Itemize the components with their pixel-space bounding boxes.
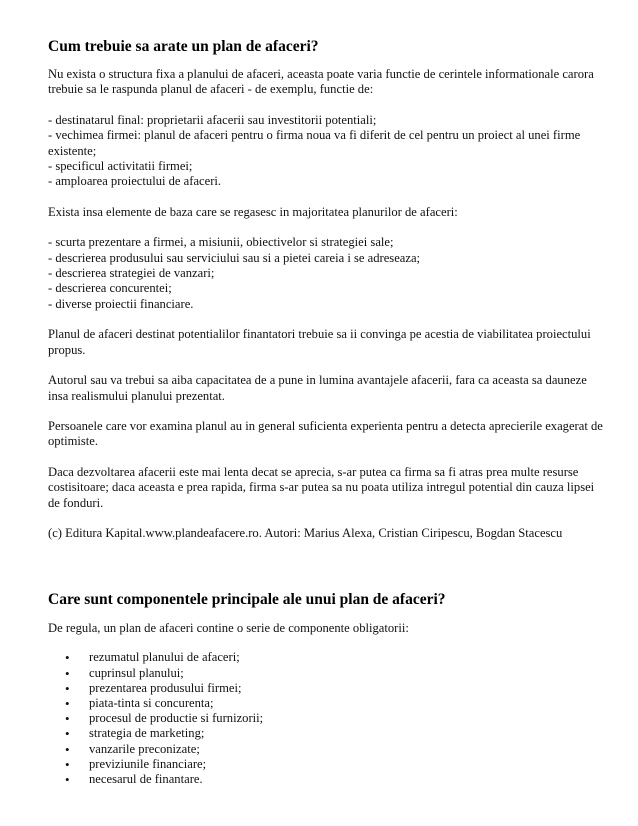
list-item bbox=[65, 772, 604, 788]
list-item bbox=[65, 711, 604, 727]
criteria-item: - specificul activitatii firmei; bbox=[48, 159, 193, 174]
bullet-icon: • bbox=[65, 741, 70, 757]
component-label: strategia de marketing; bbox=[89, 726, 205, 741]
paragraph-line: Daca dezvoltarea afacerii este mai lenta decat se aprecia, s-ar putea ca firma sa fi atras prea multe resurse bbox=[48, 464, 579, 479]
base-element-item: - descrierea concurentei; bbox=[48, 281, 172, 296]
base-elements-list bbox=[48, 235, 604, 312]
paragraph-line: optimiste. bbox=[48, 434, 99, 449]
reviewers-paragraph bbox=[48, 419, 604, 450]
list-item bbox=[65, 650, 604, 666]
copyright-line: (c) Editura Kapital.www.plandeafacere.ro. Autori: Marius Alexa, Cristian Ciripescu, Bogdan Stacescu bbox=[48, 525, 563, 540]
bullet-icon: • bbox=[65, 756, 70, 772]
list-item bbox=[65, 756, 604, 772]
base-element-item: - scurta prezentare a firmei, a misiunii, obiectivelor si strategiei sale; bbox=[48, 235, 394, 250]
paragraph-line: Persoanele care vor examina planul au in general suficienta experienta pentru a detecta aprecierile exagerat de bbox=[48, 418, 603, 433]
list-item bbox=[65, 726, 604, 742]
criteria-item: existente; bbox=[48, 143, 97, 158]
list-item bbox=[65, 665, 604, 681]
component-label: necesarul de finantare. bbox=[89, 772, 203, 787]
component-label: prezentarea produsului firmei; bbox=[89, 680, 242, 695]
intro-line: trebuie sa le raspunda planul de afaceri - de exemplu, functie de: bbox=[48, 82, 374, 97]
intro-line: Nu exista o structura fixa a planului de afaceri, aceasta poate varia functie de cerintele informationale carora bbox=[48, 67, 594, 81]
bullet-icon: • bbox=[65, 696, 70, 712]
document-page bbox=[48, 37, 604, 541]
bullet-icon: • bbox=[65, 726, 70, 742]
base-element-item: - descrierea produsului sau serviciului sau si a pietei careia i se adreseaza; bbox=[48, 250, 421, 265]
criteria-item: - amploarea proiectului de afaceri. bbox=[48, 174, 222, 189]
list-item bbox=[65, 696, 604, 712]
criteria-item: - destinatarul final: proprietarii afacerii sau investitorii potentiali; bbox=[48, 112, 377, 127]
paragraph-line: propus. bbox=[48, 342, 86, 357]
list-item bbox=[65, 741, 604, 757]
criteria-list bbox=[48, 113, 604, 190]
component-label: vanzarile preconizate; bbox=[89, 741, 200, 756]
author-paragraph bbox=[48, 373, 604, 404]
component-label: rezumatul planului de afaceri; bbox=[89, 650, 240, 665]
components-section bbox=[48, 590, 604, 787]
paragraph-line: Planul de afaceri destinat potentialilor finantatori trebuie sa ii convinga pe acestia de viabilitatea proiectului bbox=[48, 327, 591, 342]
components-list bbox=[48, 650, 604, 787]
elements-intro-paragraph: Exista insa elemente de baza care se regasesc in majoritatea planurilor de afaceri: bbox=[48, 204, 458, 219]
components-intro-paragraph: De regula, un plan de afaceri contine o serie de componente obligatorii: bbox=[48, 621, 409, 635]
paragraph-line: de fonduri. bbox=[48, 495, 104, 510]
section-title-plan-structure: Cum trebuie sa arate un plan de afaceri? bbox=[48, 38, 319, 55]
bullet-icon: • bbox=[65, 772, 70, 788]
paragraph-line: insa realismului planului prezentat. bbox=[48, 388, 225, 403]
component-label: procesul de productie si furnizorii; bbox=[89, 711, 264, 726]
base-element-item: - descrierea strategiei de vanzari; bbox=[48, 266, 215, 281]
paragraph-line: costisitoare; daca aceasta e prea rapida, firma s-ar putea sa nu poata utiliza intregul potential din cauza lipsei bbox=[48, 480, 595, 495]
list-item bbox=[65, 680, 604, 696]
bullet-icon: • bbox=[65, 680, 70, 696]
component-label: cuprinsul planului; bbox=[89, 665, 184, 680]
bullet-icon: • bbox=[65, 650, 70, 666]
financiers-paragraph bbox=[48, 327, 604, 358]
criteria-item: - vechimea firmei: planul de afaceri pentru o firma noua va fi diferit de cel pentru un proiect al unei firme bbox=[48, 128, 581, 143]
section-title-components: Care sunt componentele principale ale unui plan de afaceri? bbox=[48, 591, 446, 608]
component-label: previziunile financiare; bbox=[89, 756, 207, 771]
growth-paragraph bbox=[48, 465, 604, 511]
component-label: piata-tinta si concurenta; bbox=[89, 696, 214, 711]
bullet-icon: • bbox=[65, 665, 70, 681]
base-element-item: - diverse proiectii financiare. bbox=[48, 296, 194, 311]
intro-paragraph bbox=[48, 67, 604, 98]
bullet-icon: • bbox=[65, 711, 70, 727]
paragraph-line: Autorul sau va trebui sa aiba capacitatea de a pune in lumina avantajele afacerii, fara ca aceasta sa dauneze bbox=[48, 373, 587, 388]
